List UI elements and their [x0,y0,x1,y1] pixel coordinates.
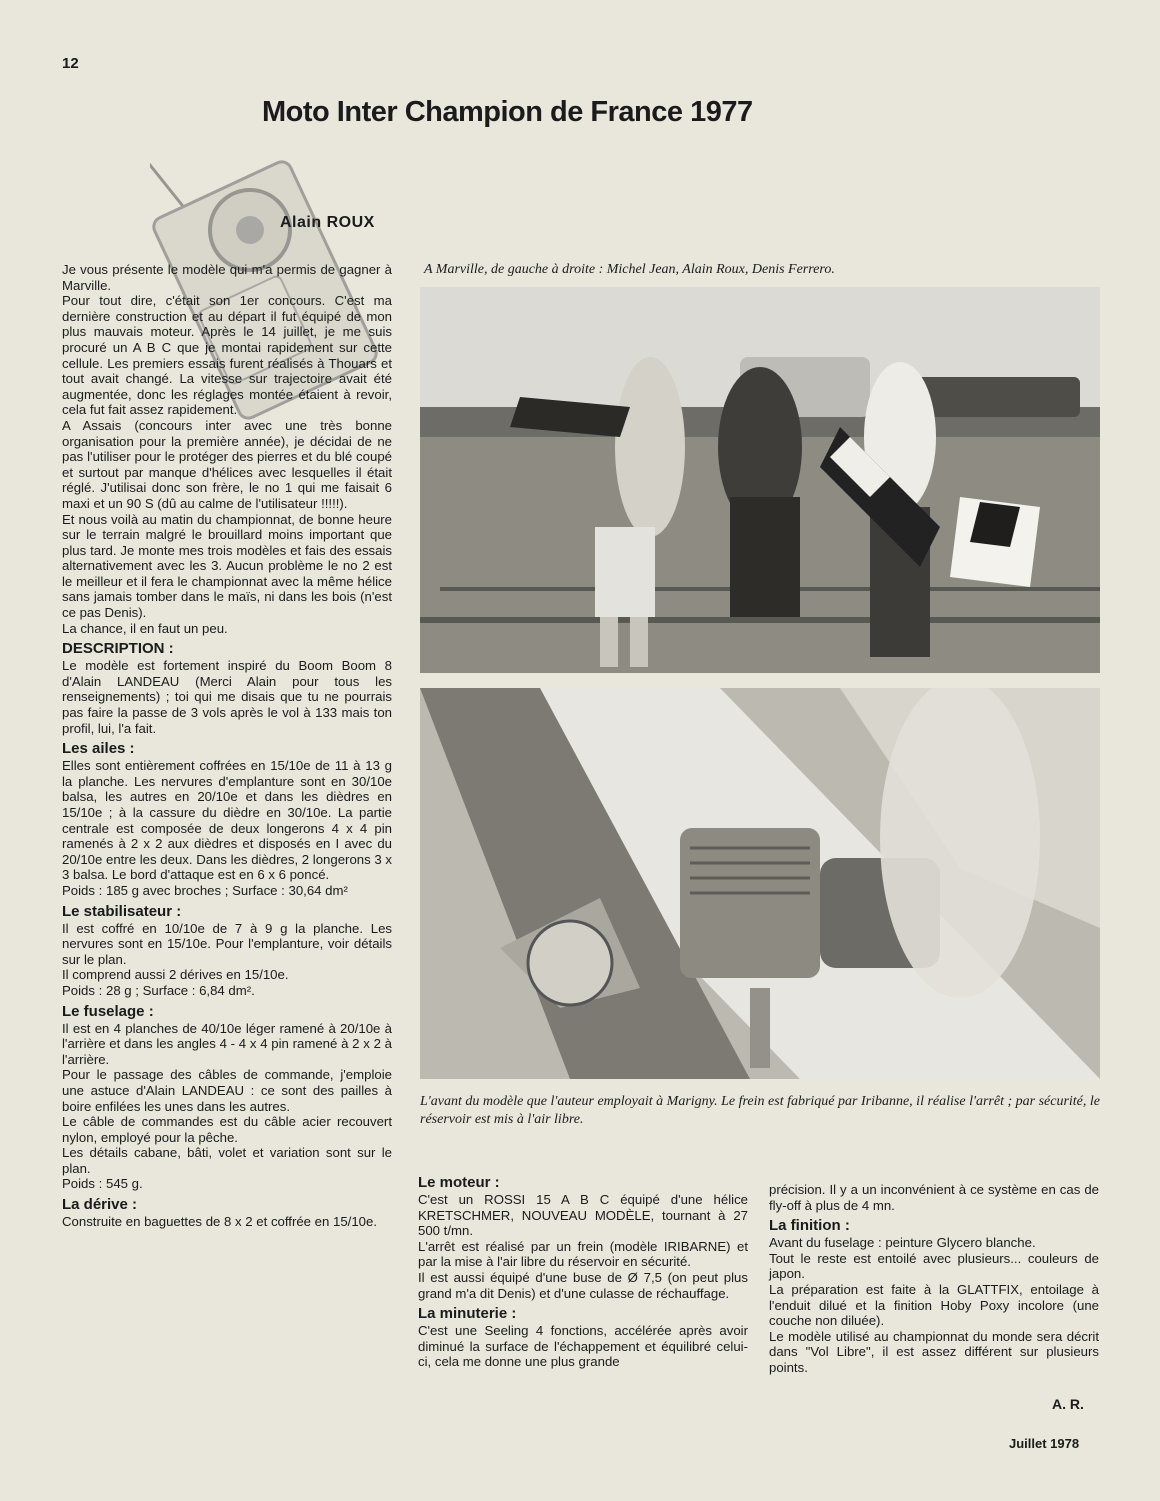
section-heading-stabilisateur: Le stabilisateur : [62,902,182,920]
section-heading-finition: La finition : [769,1217,850,1235]
paragraph: Le modèle est fortement inspiré du Boom Boom 8 d'Alain LANDEAU (Merci Alain pour tous les renseignements) ; toi qui me disais que tu ne pourrais pas faire la passe de 3 vols après le vol à 133 mais ton profil, lui, l'a fait. [62,658,392,736]
paragraph: Tout le reste est entoilé avec plusieurs... couleurs de japon. [769,1250,1099,1282]
paragraph: Il comprend aussi 2 dérives en 15/10e. [62,967,289,983]
paragraph: Pour le passage des câbles de commande, j'emploie une astuce d'Alain LANDEAU : ce sont des pailles à boire enfilées les unes dans les autres. [62,1067,392,1114]
article-column-2 [418,1170,748,1370]
paragraph: Il est en 4 planches de 40/10e léger ramené à 20/10e à l'arrière et dans les angles 4 - 4 x 4 pin ramené à 2 x 2 à l'arrière. [62,1020,392,1067]
paragraph: Pour tout dire, c'était son 1er concours. C'est ma dernière construction et au départ il fut équipé de mon plus mauvais moteur. Après le 14 juillet, je me suis procuré un A B C que je montai rapidement sur cette cellule. Les premiers essais furent réalisés à Thouars et tout avait changé. La vitesse sur trajectoire avait été augmentée, donc les réglages montée étaient à revoir, cela fut fait assez rapidement. [62,293,392,418]
photo-modelers-in-field [420,287,1100,673]
section-heading-moteur: Le moteur : [418,1174,500,1191]
section-heading-ailes: Les ailes : [62,740,135,758]
paragraph: Le modèle utilisé au championnat du monde sera décrit dans "Vol Libre", il est assez différent sur plusieurs points. [769,1328,1099,1375]
paragraph: C'est un ROSSI 15 A B C équipé d'une hélice KRETSCHMER, NOUVEAU MODÈLE, tournant à 27 500 t/mn. [418,1192,748,1239]
photo-caption-top: A Marville, de gauche à droite : Michel Jean, Alain Roux, Denis Ferrero. [424,262,835,277]
paragraph: C'est une Seeling 4 fonctions, accélérée après avoir diminué la surface de l'échappement et équilibré celui-ci, cela me donne une plus grande [418,1323,748,1370]
paragraph: Avant du fuselage : peinture Glycero blanche. [769,1235,1036,1251]
paragraph: La préparation est faite à la GLATTFIX, entoilage à l'enduit dilué et la finition Hoby Poxy incolore (une couche non diluée). [769,1281,1099,1329]
paragraph: Je vous présente le modèle qui m'a permis de gagner à Marville. [62,262,392,293]
section-heading-derive: La dérive : [62,1196,138,1214]
section-heading-fuselage: Le fuselage : [62,1002,154,1020]
paragraph: Poids : 545 g. [62,1176,143,1192]
article-title: Moto Inter Champion de France 1977 [262,96,753,128]
section-heading-description: DESCRIPTION : [62,640,174,658]
author-name: Alain ROUX [280,214,375,231]
article-column-1 [62,262,392,1230]
paragraph: Et nous voilà au matin du championnat, de bonne heure sur le terrain malgré le brouillard moins important que plus tard. Je monte mes trois modèles et fais des essais alternativement avec les 3. Aucun problème le no 2 est le meilleur et il fera le championnat avec la même hélice sans jamais tomber dans le maïs, ni dans les bois (n'est ce pas Denis). [62,511,392,621]
paragraph: Il est coffré en 10/10e de 7 à 9 g la planche. Les nervures sont en 15/10e. Pour l'emplanture, voir détails sur le plan. [62,920,392,967]
paragraph: Le câble de commandes est du câble acier recouvert nylon, employé pour la pêche. [62,1114,392,1145]
paragraph: Elles sont entièrement coffrées en 15/10e de 11 à 13 g la planche. Les nervures d'emplanture sont en 30/10e balsa, les autres en 20/10e et dans les dièdres en 15/10e ; à la cassure du dièdre en 30/10e. La partie centrale est composée de deux longerons 4 x 4 pin ramenés à 2 x 2 aux dièdres et disposés en I avec du 20/10e entre les deux. Dans les dièdres, 2 longerons 3 x 3 balsa. Le bord d'attaque est en 6 x 6 poncé. [62,758,392,883]
photo-caption-bottom: L'avant du modèle que l'auteur employait à Marigny. Le frein est fabriqué par Iribanne, il réalise l'arrêt ; par sécurité, le réservoir est mis à l'air libre. [420,1094,1100,1127]
issue-date: Juillet 1978 [1009,1436,1080,1451]
author-signature: A. R. [1052,1396,1084,1412]
section-heading-minuterie: La minuterie : [418,1305,517,1323]
paragraph: A Assais (concours inter avec une très bonne organisation pour la première année), je décidai de ne pas l'utiliser pour le protéger des pierres et du blé coupé et surtout par manque d'hélices avec lesquelles il était réglé. J'utilisai donc son frère, le no 1 qui me faisait 6 maxi et un 90 S (dû au calme de l'utilisateur !!!!!). [62,417,392,511]
field-photo-illustration-icon [420,287,1100,673]
paragraph: Poids : 185 g avec broches ; Surface : 30,64 dm² [62,882,348,898]
engine-photo-illustration-icon [420,688,1100,1079]
article-column-3 [769,1182,1099,1376]
paragraph: Il est aussi équipé d'une buse de Ø 7,5 (on peut plus grand m'a dit Denis) et d'une culasse de réchauffage. [418,1269,748,1301]
paragraph: Les détails cabane, bâti, volet et variation sont sur le plan. [62,1145,392,1176]
paragraph: Construite en baguettes de 8 x 2 et coffrée en 15/10e. [62,1214,378,1230]
paragraph: L'arrêt est réalisé par un frein (modèle IRIBARNE) et par la mise à l'air libre du réservoir en sécurité. [418,1238,748,1270]
photo-model-engine [420,688,1100,1079]
page-number: 12 [62,55,79,72]
paragraph: La chance, il en faut un peu. [62,620,228,636]
paragraph: Poids : 28 g ; Surface : 6,84 dm². [62,982,255,998]
paragraph: précision. Il y a un inconvénient à ce système en cas de fly-off à plus de 4 mn. [769,1182,1099,1213]
